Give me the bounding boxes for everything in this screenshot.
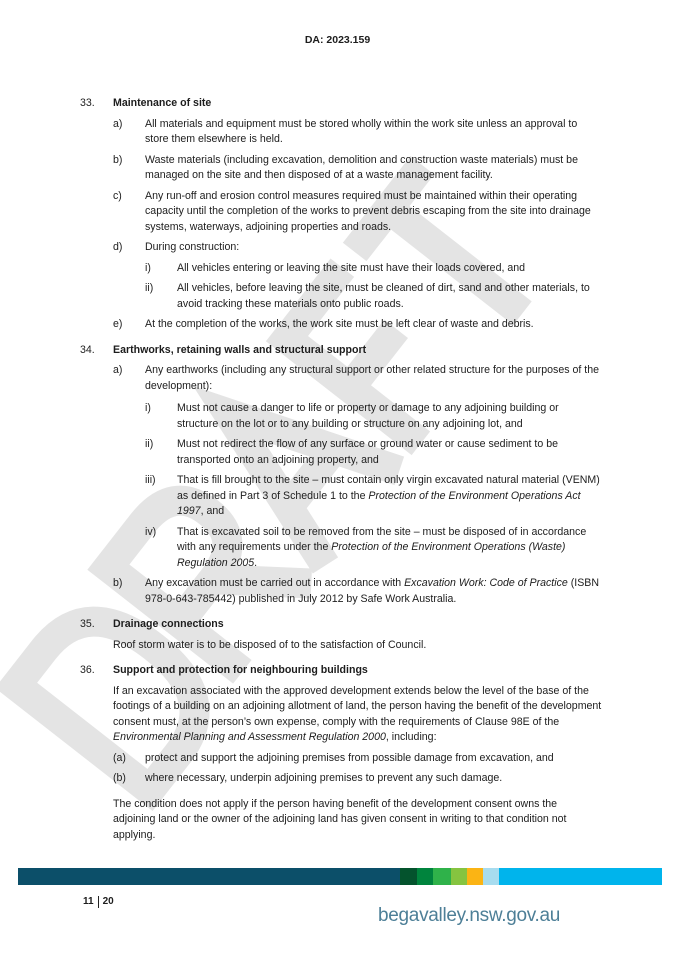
item-text: where necessary, underpin adjoining premises to prevent any such damage. (145, 772, 503, 784)
sub-item-label: ii) (145, 282, 154, 294)
bar-segment-bright-green (433, 868, 451, 885)
bar-segment-dark-teal (18, 868, 400, 885)
list-item (113, 240, 602, 312)
item-text: Any run-off and erosion control measures required must be maintained within their operating capacity until the completion of the works to prevent debris escaping from the site into drainage systems, waterways, adjoining properties and roads. (145, 189, 591, 233)
sub-item (145, 473, 602, 520)
page-number (83, 896, 114, 908)
list-item (113, 317, 602, 333)
text-segment: That is excavated soil to be removed from the site – must be disposed of in accordance with any requirements under the (177, 525, 587, 553)
text-segment: , including: (385, 731, 437, 743)
text-segment: (ISBN 978-0-643-785442) published in July 2012 by Safe Work Australia. (145, 577, 599, 605)
sub-item-label: ii) (145, 438, 154, 450)
list-item (113, 189, 602, 236)
section-title: Maintenance of site (113, 97, 212, 109)
sub-item-text: All vehicles, before leaving the site, must be cleaned of dirt, sand and other materials, to avoid tracking these materials onto public roads. (177, 282, 590, 310)
regulation-title: Protection of the Environment Operations (Waste) Regulation 2005 (177, 541, 566, 569)
page-separator (98, 896, 99, 908)
section-35 (80, 617, 602, 653)
item-label: a) (113, 117, 123, 130)
section-title: Earthworks, retaining walls and structural support (113, 343, 367, 356)
text-segment: . (254, 556, 258, 569)
section-number: 36. (80, 664, 95, 676)
sub-item-text: All vehicles entering or leaving the site must have their loads covered, and (177, 261, 526, 274)
website-logo-text: begavalley.nsw.gov.au (378, 905, 561, 926)
sub-item-text (177, 473, 602, 520)
item-label: (b) (113, 772, 126, 784)
item-label: c) (113, 189, 122, 202)
list-item (113, 751, 602, 767)
bar-segment-green (417, 868, 433, 885)
section-34 (80, 343, 602, 608)
bar-segment-dark-green (400, 868, 417, 885)
sub-item-text: Must not redirect the flow of any surface or ground water or cause sediment to be transported onto an adjoining property, and (177, 438, 558, 466)
item-label: b) (113, 577, 123, 589)
sub-item (145, 261, 602, 277)
regulation-title: Environmental Planning and Assessment Regulation 2000 (113, 731, 386, 743)
sub-item (145, 281, 602, 312)
footer-color-bar (18, 868, 662, 885)
item-label: a) (113, 364, 123, 376)
sub-item-label: iii) (145, 474, 156, 486)
item-text: protect and support the adjoining premises from possible damage from excavation, and (145, 751, 554, 764)
sub-item-label: iv) (145, 525, 157, 538)
item-text: All materials and equipment must be stored wholly within the work site unless an approval to store them elsewhere is held. (145, 117, 578, 145)
section-body (113, 684, 602, 746)
sub-item-label: i) (145, 402, 151, 414)
sub-item-label: i) (145, 261, 151, 274)
list-item (113, 153, 602, 184)
sub-item (145, 525, 602, 572)
section-title: Drainage connections (113, 618, 224, 630)
bar-segment-orange (467, 868, 483, 885)
item-label: b) (113, 153, 123, 166)
da-number-header: DA: 2023.159 (304, 34, 371, 46)
item-text: At the completion of the works, the work site must be left clear of waste and debris. (145, 318, 534, 330)
item-label: e) (113, 318, 123, 330)
section-36 (80, 663, 602, 843)
text-segment: That is fill brought to the site – must contain only virgin excavated natural material (VENM) as defined in Part 3 of Schedule 1 to the (177, 474, 600, 502)
sub-item-text (177, 525, 602, 572)
code-title: Excavation Work: Code of Practice (404, 577, 568, 589)
current-page: 11 (83, 896, 94, 907)
list-item (113, 576, 602, 607)
conditions-content (80, 96, 602, 843)
section-number: 35. (80, 618, 95, 630)
total-pages: 20 (102, 896, 114, 907)
bar-segment-cyan (499, 868, 662, 885)
sub-item (145, 437, 602, 468)
bar-segment-light-blue (483, 868, 499, 885)
item-text: Any earthworks (including any structural support or other related structure for the purposes of the development): (145, 364, 599, 392)
list-item (113, 117, 602, 148)
text-segment: Any excavation must be carried out in accordance with (145, 577, 405, 589)
item-text: Waste materials (including excavation, demolition and construction waste materials) must be managed on the site and then disposed of at a waste management facility. (145, 153, 578, 181)
section-33 (80, 96, 602, 333)
closing-paragraph: The condition does not apply if the person having benefit of the development consent owns the adjoining land or the owner of the adjoining land has given consent in writing to that condition not applying. (113, 797, 567, 841)
act-title: Protection of the Environment Operations Act 1997 (177, 489, 581, 517)
section-body: Roof storm water is to be disposed of to the satisfaction of Council. (113, 638, 427, 651)
sub-item-text: Must not cause a danger to life or property or damage to any adjoining building or structure on the lot or to any building or structure on any adjoining lot, and (177, 402, 559, 430)
item-label: d) (113, 241, 123, 253)
list-item (113, 771, 602, 787)
text-segment: If an excavation associated with the approved development extends below the level of the base of the footings of a building on an adjoining allotment of land, the person having the benefit of the development consent must, at the person’s own expense, comply with the requirements of Clause 98E of the (113, 684, 602, 728)
sub-item (145, 401, 602, 432)
list-item (113, 363, 602, 571)
section-title: Support and protection for neighbouring buildings (113, 664, 368, 676)
text-segment: , and (200, 505, 225, 517)
item-text (145, 576, 602, 607)
section-number: 34. (80, 343, 95, 356)
bar-segment-lime (451, 868, 467, 885)
section-number: 33. (80, 97, 95, 109)
item-text: During construction: (145, 241, 240, 253)
item-label: (a) (113, 751, 126, 764)
